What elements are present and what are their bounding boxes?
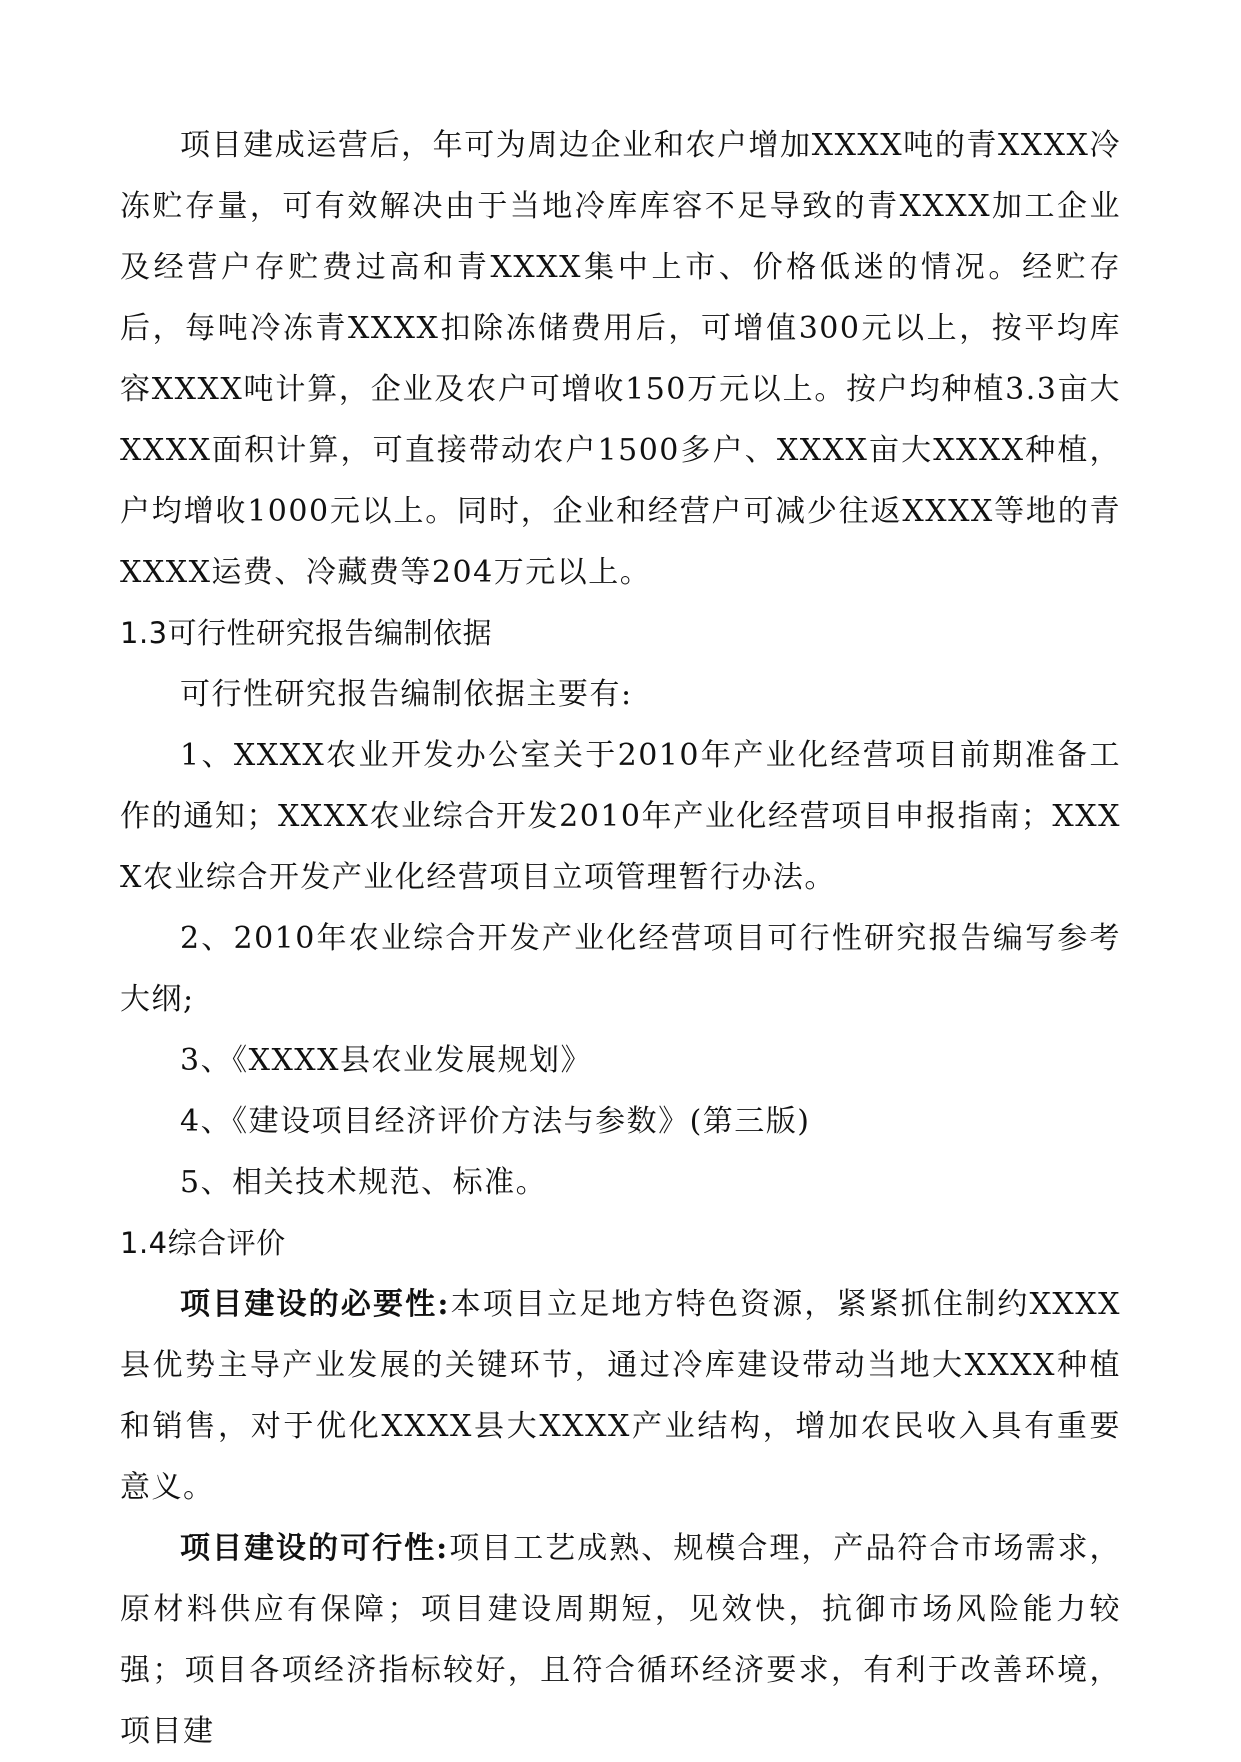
necessity-label: 项目建设的必要性: (180, 1287, 450, 1322)
section-heading-1-3: 1.3可行性研究报告编制依据 (120, 616, 493, 650)
paragraph-basis-item-5: 5、相关技术规范、标准。 (180, 1165, 548, 1200)
paragraph-basis-item-3: 3、《XXXX县农业发展规划》 (180, 1043, 593, 1078)
feasibility-label: 项目建设的可行性: (180, 1531, 449, 1566)
paragraph-necessity (120, 1274, 1121, 1518)
paragraph-basis-intro: 可行性研究报告编制依据主要有: (180, 677, 633, 712)
paragraph-basis-item-4: 4、《建设项目经济评价方法与参数》(第三版) (180, 1104, 811, 1139)
paragraph-basis-item-2: 2、2010年农业综合开发产业化经营项目可行性研究报告编写参考大纲; (120, 921, 1121, 1017)
section-heading-1-4: 1.4综合评价 (120, 1226, 286, 1260)
paragraph-feasibility (120, 1518, 1121, 1762)
feasibility-text: 项目工艺成熟、规模合理，产品符合市场需求，原材料供应有保障；项目建设周期短，见效快，抗御市场风险能力较强；项目各项经济指标较好，且符合循环经济要求，有利于改善环境，项目建 (120, 1531, 1122, 1749)
paragraph-basis-item-1: 1、XXXX农业开发办公室关于2010年产业化经营项目前期准备工作的通知；XXXX农业综合开发2010年产业化经营项目申报指南；XXXX农业综合开发产业化经营项目立项管理暂行办法。 (120, 738, 1121, 895)
necessity-text: 本项目立足地方特色资源，紧紧抓住制约XXXX县优势主导产业发展的关键环节，通过冷库建设带动当地大XXXX种植和销售，对于优化XXXX县大XXXX产业结构，增加农民收入具有重要意义。 (120, 1287, 1121, 1505)
paragraph-project-benefits: 项目建成运营后，年可为周边企业和农户增加XXXX吨的青XXXX冷冻贮存量，可有效解决由于当地冷库库容不足导致的青XXXX加工企业及经营户存贮费过高和青XXXX集中上市、价格低迷的情况。经贮存后，每吨冷冻青XXXX扣除冻储费用后，可增值300元以上，按平均库容XXXX吨计算，企业及农户可增收150万元以上。按户均种植3.3亩大XXXX面积计算，可直接带动农户1500多户、XXXX亩大XXXX种植，户均增收1000元以上。同时，企业和经营户可减少往返XXXX等地的青XXXX运费、冷藏费等204万元以上。 (120, 128, 1121, 590)
document-body (120, 115, 1121, 1762)
